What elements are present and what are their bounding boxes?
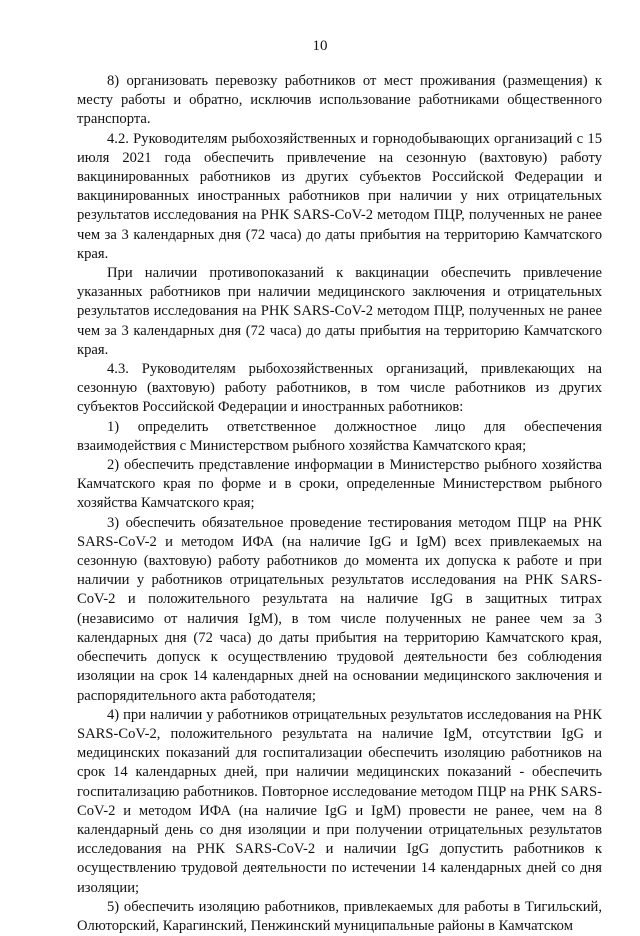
paragraph-section-4-2: 4.2. Руководителям рыбохозяйственных и горнодобывающих организаций с 15 июля 2021 года обеспечить привлечение на сезонную (вахтовую) работу вакцинированных работников из других субъектов Российской Федерации и вакцинированных иностранных работников при наличии у них отрицательных результатов исследования на РНК SARS-CoV-2 методом ПЦР, полученных не ранее чем за 3 календарных дня (72 часа) до даты прибытия на территорию Камчатского края. [77, 130, 602, 262]
paragraph-contraindications: При наличии противопоказаний к вакцинации обеспечить привлечение указанных работников при наличии медицинского заключения и отрицательных результатов исследования на РНК SARS-CoV-2 методом ПЦР, полученных не ранее чем за 3 календарных дня (72 часа) до даты прибытия на территорию Камчатского края. [77, 265, 602, 358]
paragraph-section-4-3: 4.3. Руководителям рыбохозяйственных организаций, привлекающих на сезонную (вахтовую) работу работников, в том числе работников из других субъектов Российской Федерации и иностранных работников: [77, 361, 602, 416]
paragraph-item-1: 1) определить ответственное должностное лицо для обеспечения взаимодействия с Министерством рыбного хозяйства Камчатского края; [77, 418, 602, 454]
paragraph-item-4: 4) при наличии у работников отрицательных результатов исследования на РНК SARS-CoV-2, положительного результата на наличие IgM, отсутствии IgG и медицинских показаний для госпитализации обеспечить изоляцию работников на срок 14 календарных дней, при наличии медицинских показаний - обеспечить госпитализацию работников. Повторное исследование методом ПЦР на РНК SARS-CoV-2 и методом ИФА (на наличие IgG и IgM) провести не ранее, чем на 8 календарный день со дня изоляции и при получении отрицательных результатов исследования на РНК SARS-CoV-2 и наличии IgG допустить работников к осуществлению трудовой деятельности по истечении 14 календарных дней со дня изоляции; [77, 706, 602, 896]
paragraph-item-5: 5) обеспечить изоляцию работников, привлекаемых для работы в Тигильский, Олюторский, Карагинский, Пенжинский муниципальные районы в Камчатском [77, 898, 602, 934]
paragraph-item-8-transport: 8) организовать перевозку работников от мест проживания (размещения) к месту работы и обратно, исключив использование работниками общественного транспорта. [77, 73, 602, 128]
page-number: 10 [312, 38, 328, 54]
paragraph-item-3: 3) обеспечить обязательное проведение тестирования методом ПЦР на РНК SARS-CoV-2 и методом ИФА (на наличие IgG и IgM) всех привлекаемых на сезонную (вахтовую) работу работников до момента их допуска к работе и при наличии у работников отрицательных результатов исследования на РНК SARS-CoV-2 и положительного результата на наличие IgG в защитных титрах (независимо от наличия IgM), в том числе полученных не ранее чем за 3 календарных дня (72 часа) до даты прибытия на территорию Камчатского края, обеспечить допуск к осуществлению трудовой деятельности без соблюдения изоляции на срок 14 календарных дней на основании медицинского заключения и распорядительного акта работодателя; [77, 514, 602, 704]
paragraph-item-2: 2) обеспечить представление информации в Министерство рыбного хозяйства Камчатского края по форме и в сроки, определенные Министерством рыбного хозяйства Камчатского края; [77, 457, 602, 512]
document-body [77, 72, 602, 936]
